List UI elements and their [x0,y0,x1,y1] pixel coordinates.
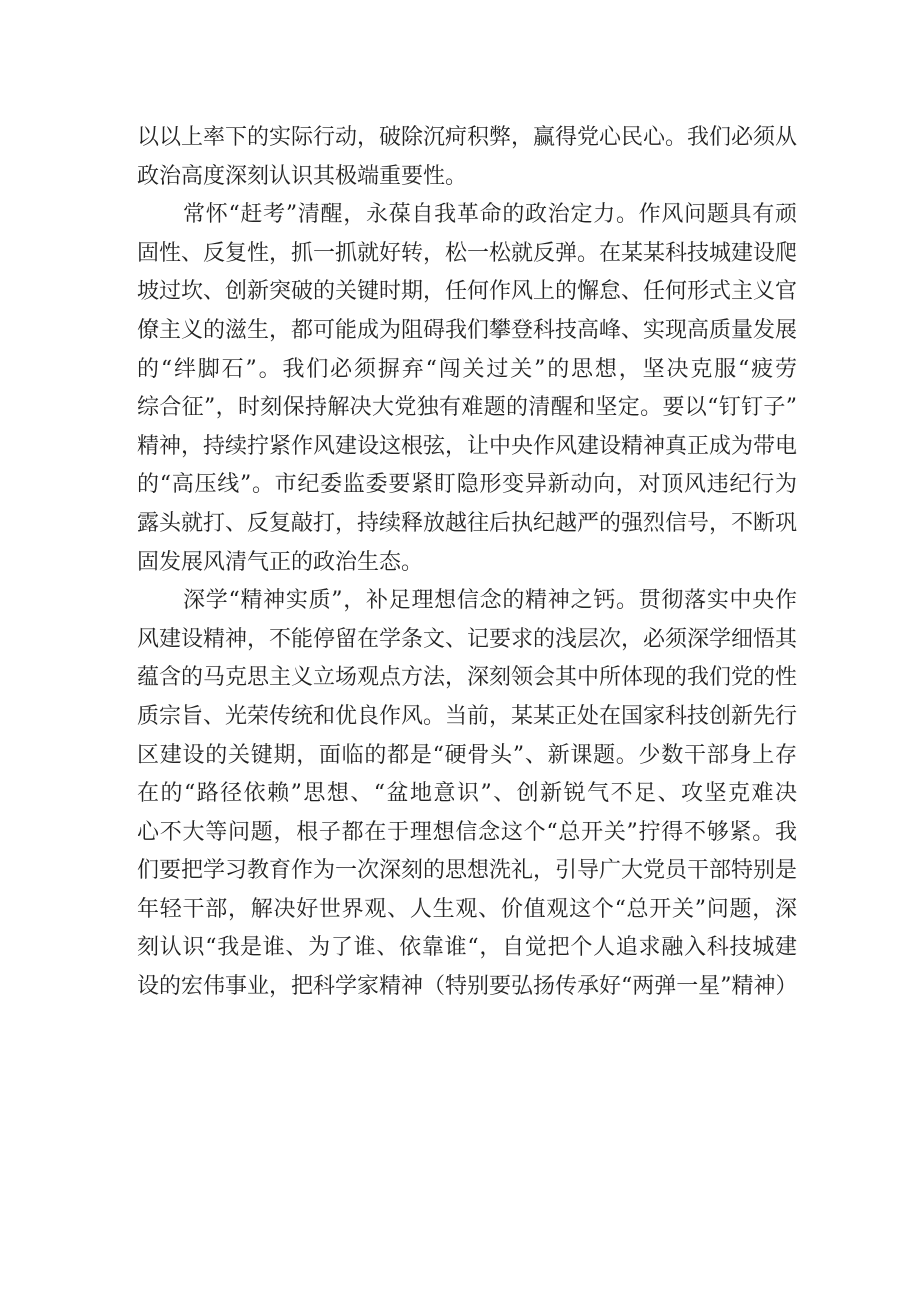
text-line: 的“高压线”。市纪委监委要紧盯隐形变异新动向，对顶风违纪行为 [137,472,797,498]
text-line: 的“绊脚石”。我们必须摒弃“闯关过关”的思想，坚决克服“疲劳 [137,356,797,382]
text-line: 常怀“赶考”清醒，永葆自我革命的政治定力。作风问题具有顽 [183,202,797,228]
paragraph-1 [137,119,797,196]
text-line: 们要把学习教育作为一次深刻的思想洗礼，引导广大党员干部特别是 [137,858,798,884]
paragraph-3 [137,582,797,1007]
text-line: 刻认识“我是谁、为了谁、依靠谁“，自觉把个人追求融入科技城建 [137,935,797,961]
text-line: 以以上率下的实际行动，破除沉疴积弊，赢得党心民心。我们必须从 [137,125,798,150]
text-line: 区建设的关键期，面临的都是“硬骨头”、新课题。少数干部身上存 [137,742,797,768]
text-line: 年轻干部，解决好世界观、人生观、价值观这个“总开关”问题，深 [137,896,797,922]
text-line: 心不大等问题，根子都在于理想信念这个“总开关”拧得不够紧。我 [137,819,797,845]
text-line: 深学“精神实质”，补足理想信念的精神之钙。贯彻落实中央作 [183,588,797,614]
text-line: 质宗旨、光荣传统和优良作风。当前，某某正处在国家科技创新先行 [137,703,798,729]
text-line: 综合征”，时刻保持解决大党独有难题的清醒和坚定。要以“钉钉子” [137,395,797,421]
text-line: 风建设精神，不能停留在学条文、记要求的浅层次，必须深学细悟其 [137,626,798,652]
text-line: 僚主义的滋生，都可能成为阻碍我们攀登科技高峰、实现高质量发展 [137,317,798,343]
text-line: 政治高度深刻认识其极端重要性。 [137,163,468,189]
text-line: 设的宏伟事业，把科学家精神（特别要弘扬传承好“两弹一星”精神） [137,974,798,1000]
text-line: 固性、反复性，抓一抓就好转，松一松就反弹。在某某科技城建设爬 [137,240,798,266]
document-body [137,119,797,1007]
text-line: 固发展风清气正的政治生态。 [137,549,424,575]
text-line: 露头就打、反复敲打，持续释放越往后执纪越严的强烈信号，不断巩 [137,510,798,536]
text-line: 坡过坎、创新突破的关键时期，任何作风上的懈怠、任何形式主义官 [137,279,798,305]
text-line: 在的“路径依赖”思想、“盆地意识”、创新锐气不足、攻坚克难决 [137,781,797,807]
text-line: 蕴含的马克思主义立场观点方法，深刻领会其中所体现的我们党的性 [137,665,798,691]
text-line: 精神，持续拧紧作风建设这根弦，让中央作风建设精神真正成为带电 [137,433,798,459]
paragraph-2 [137,196,797,582]
